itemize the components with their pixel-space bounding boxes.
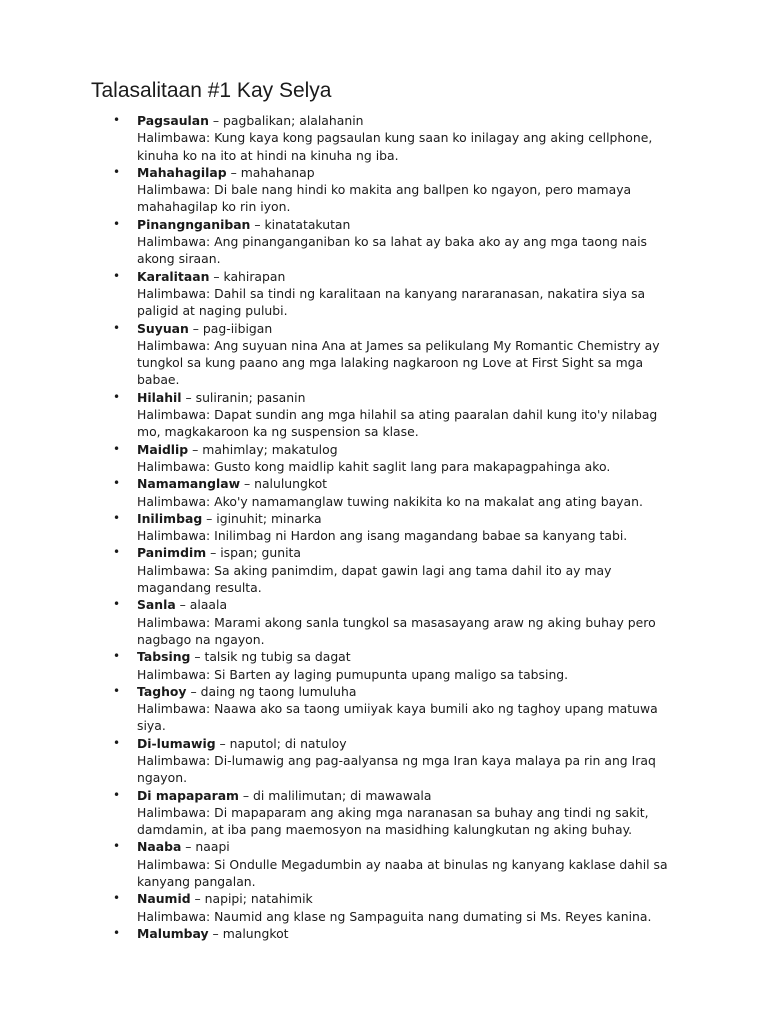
bullet-icon: • xyxy=(113,649,121,664)
vocab-meaning: talsik ng tubig sa dagat xyxy=(204,649,351,665)
term-separator: – xyxy=(206,545,221,561)
term-separator: – xyxy=(190,891,205,907)
term-separator: – xyxy=(202,510,217,526)
term-separator: – xyxy=(175,597,190,613)
vocab-meaning: suliranin; pasanin xyxy=(195,389,306,405)
vocab-term: Malumbay xyxy=(137,925,209,941)
bullet-icon: • xyxy=(113,216,121,231)
bullet-icon: • xyxy=(113,441,121,456)
vocab-meaning: ispan; gunita xyxy=(220,545,301,561)
bullet-icon: • xyxy=(113,389,121,404)
term-separator: – xyxy=(215,735,230,751)
term-line xyxy=(137,925,682,942)
vocab-meaning: mahimlay; makatulog xyxy=(202,441,338,457)
vocab-entry xyxy=(0,475,768,510)
bullet-icon: • xyxy=(113,545,121,560)
bullet-icon: • xyxy=(113,597,121,612)
vocab-meaning: kahirapan xyxy=(223,268,286,284)
term-line xyxy=(137,683,682,700)
term-separator: – xyxy=(226,164,241,180)
vocab-term: Karalitaan xyxy=(137,268,210,284)
vocab-example: Halimbawa: Dahil sa tindi ng karalitaan na kanyang nararanasan, nakatira siya sa paligid at naging pulubi. xyxy=(137,285,646,319)
vocab-term: Tabsing xyxy=(137,649,191,665)
term-line xyxy=(137,596,682,613)
bullet-icon: • xyxy=(113,787,121,802)
vocab-example: Halimbawa: Inilimbag ni Hardon ang isang magandang babae sa kanyang tabi. xyxy=(137,528,628,544)
term-line xyxy=(137,320,682,337)
vocab-meaning: napipi; natahimik xyxy=(204,891,313,907)
bullet-icon: • xyxy=(113,164,121,179)
vocab-meaning: nalulungkot xyxy=(254,476,328,492)
term-line xyxy=(137,510,682,527)
vocab-example: Halimbawa: Naawa ako sa taong umiiyak kaya bumili ako ng taghoy upang matuwa siya. xyxy=(137,701,658,734)
vocab-entry xyxy=(0,925,768,942)
bullet-icon: • xyxy=(113,891,121,906)
term-separator: – xyxy=(209,268,224,284)
term-line xyxy=(137,441,682,458)
vocab-example: Halimbawa: Ang suyuan nina Ana at James sa pelikulang My Romantic Chemistry ay tungkol sa kung paano ang mga lalaking nagkaroon ng Love at First Sight sa mga babae. xyxy=(137,337,660,388)
vocab-example: Halimbawa: Di bale nang hindi ko makita ang ballpen ko ngayon, pero mamaya mahahagilap ko rin iyon. xyxy=(137,182,632,215)
vocab-term: Maidlip xyxy=(137,441,189,457)
term-line xyxy=(137,112,682,129)
vocab-entry xyxy=(0,510,768,545)
vocab-example: Halimbawa: Di-lumawig ang pag-aalyansa ng mga Iran kaya malaya pa rin ang Iraq ngayon. xyxy=(137,752,656,786)
vocab-entry xyxy=(0,787,768,839)
vocab-entry xyxy=(0,596,768,648)
vocab-entry xyxy=(0,648,768,683)
vocab-example: Halimbawa: Si Ondulle Megadumbin ay naaba at binulas ng kanyang kaklase dahil sa kanyang pangalan. xyxy=(137,856,668,890)
term-line xyxy=(137,648,682,665)
term-line xyxy=(137,389,682,406)
term-line xyxy=(137,268,682,285)
term-separator: – xyxy=(181,389,196,405)
vocab-meaning: kinatatakutan xyxy=(264,216,351,232)
bullet-icon: • xyxy=(113,735,121,750)
vocab-term: Di mapaparam xyxy=(137,787,239,803)
vocab-entry xyxy=(0,268,768,320)
term-line xyxy=(137,890,682,907)
vocab-term: Mahahagilap xyxy=(137,164,227,180)
bullet-icon: • xyxy=(113,113,121,127)
vocab-term: Naumid xyxy=(137,891,191,907)
term-separator: – xyxy=(238,787,254,803)
term-line xyxy=(137,787,682,804)
vocab-entry xyxy=(0,441,768,476)
vocab-term: Di-lumawig xyxy=(137,735,216,751)
vocab-example: Halimbawa: Ang pinanganganiban ko sa lahat ay baka ako ay ang mga taong nais akong siraan. xyxy=(137,234,648,267)
vocab-entry xyxy=(0,838,768,890)
term-line xyxy=(137,735,682,752)
vocab-meaning: alaala xyxy=(189,597,228,613)
term-separator: – xyxy=(240,476,255,492)
vocab-entry xyxy=(0,544,768,596)
vocab-example: Halimbawa: Ako'y namamanglaw tuwing nakikita ko na makalat ang ating bayan. xyxy=(137,493,643,509)
vocab-entry xyxy=(0,683,768,735)
bullet-icon: • xyxy=(113,320,121,335)
vocab-meaning: pag-iibigan xyxy=(202,320,273,336)
vocab-entry xyxy=(0,890,768,925)
bullet-icon: • xyxy=(113,839,121,854)
bullet-icon: • xyxy=(113,476,121,491)
term-separator: – xyxy=(188,320,203,336)
vocab-meaning: di malilimutan; di mawawala xyxy=(253,787,432,803)
term-separator: – xyxy=(186,683,201,699)
vocab-term: Panimdim xyxy=(137,545,207,561)
vocabulary-list xyxy=(0,112,768,942)
vocab-term: Naaba xyxy=(137,839,182,855)
vocab-term: Taghoy xyxy=(137,683,187,699)
term-separator: – xyxy=(190,649,205,665)
vocab-term: Pagsaulan xyxy=(137,113,209,128)
vocab-meaning: naapi xyxy=(195,839,230,855)
bullet-icon: • xyxy=(113,683,121,698)
vocab-entry xyxy=(0,112,768,164)
term-line xyxy=(137,838,682,855)
bullet-icon: • xyxy=(113,268,121,283)
vocab-entry xyxy=(0,389,768,441)
vocab-meaning: daing ng taong lumuluha xyxy=(200,683,357,699)
term-separator: – xyxy=(208,925,223,941)
vocab-entry xyxy=(0,735,768,787)
vocab-meaning: naputol; di natuloy xyxy=(229,735,347,751)
vocab-example: Halimbawa: Sa aking panimdim, dapat gawin lagi ang tama dahil ito ay may magandang resulta. xyxy=(137,562,612,596)
term-line xyxy=(137,164,682,181)
vocab-meaning: malungkot xyxy=(222,925,289,941)
vocab-term: Sanla xyxy=(137,597,176,613)
term-line xyxy=(137,544,682,561)
document-title: Talasalitaan #1 Kay Selya xyxy=(91,79,332,102)
vocab-meaning: mahahanap xyxy=(240,164,315,180)
vocab-example: Halimbawa: Si Barten ay laging pumupunta upang maligo sa tabsing. xyxy=(137,666,569,682)
vocab-example: Halimbawa: Kung kaya kong pagsaulan kung saan ko inilagay ang aking cellphone, kinuha ko na ito at hindi na kinuha ng iba. xyxy=(137,130,653,163)
vocab-term: Suyuan xyxy=(137,320,189,336)
term-separator: – xyxy=(250,216,265,232)
vocab-example: Halimbawa: Marami akong sanla tungkol sa masasayang araw ng aking buhay pero nagbago na ngayon. xyxy=(137,614,656,647)
vocab-example: Halimbawa: Di mapaparam ang aking mga naranasan sa buhay ang tindi ng sakit, damdamin, at iba pang maemosyon na masidhing kalungkutan ng aking buhay. xyxy=(137,804,649,838)
term-separator: – xyxy=(188,441,203,457)
vocab-example: Halimbawa: Gusto kong maidlip kahit saglit lang para makapagpahinga ako. xyxy=(137,458,611,474)
vocab-term: Hilahil xyxy=(137,389,182,405)
vocab-entry xyxy=(0,164,768,216)
vocab-meaning: pagbalikan; alalahanin xyxy=(223,113,364,128)
bullet-icon: • xyxy=(113,925,121,940)
vocab-example: Halimbawa: Dapat sundin ang mga hilahil sa ating paaralan dahil kung ito'y nilabag mo, magkakaroon ka ng suspension sa klase. xyxy=(137,407,658,440)
vocab-entry xyxy=(0,320,768,389)
term-line xyxy=(137,475,682,492)
vocab-term: Pinangnganiban xyxy=(137,216,251,232)
bullet-icon: • xyxy=(113,510,121,525)
term-separator: – xyxy=(181,839,196,855)
term-line xyxy=(137,216,682,233)
vocab-example: Halimbawa: Naumid ang klase ng Sampaguita nang dumating si Ms. Reyes kanina. xyxy=(137,908,652,924)
vocab-entry xyxy=(0,216,768,268)
vocab-term: Namamanglaw xyxy=(137,476,241,492)
vocab-term: Inilimbag xyxy=(137,510,203,526)
vocab-meaning: iginuhit; minarka xyxy=(216,510,322,526)
term-separator: – xyxy=(208,113,224,128)
